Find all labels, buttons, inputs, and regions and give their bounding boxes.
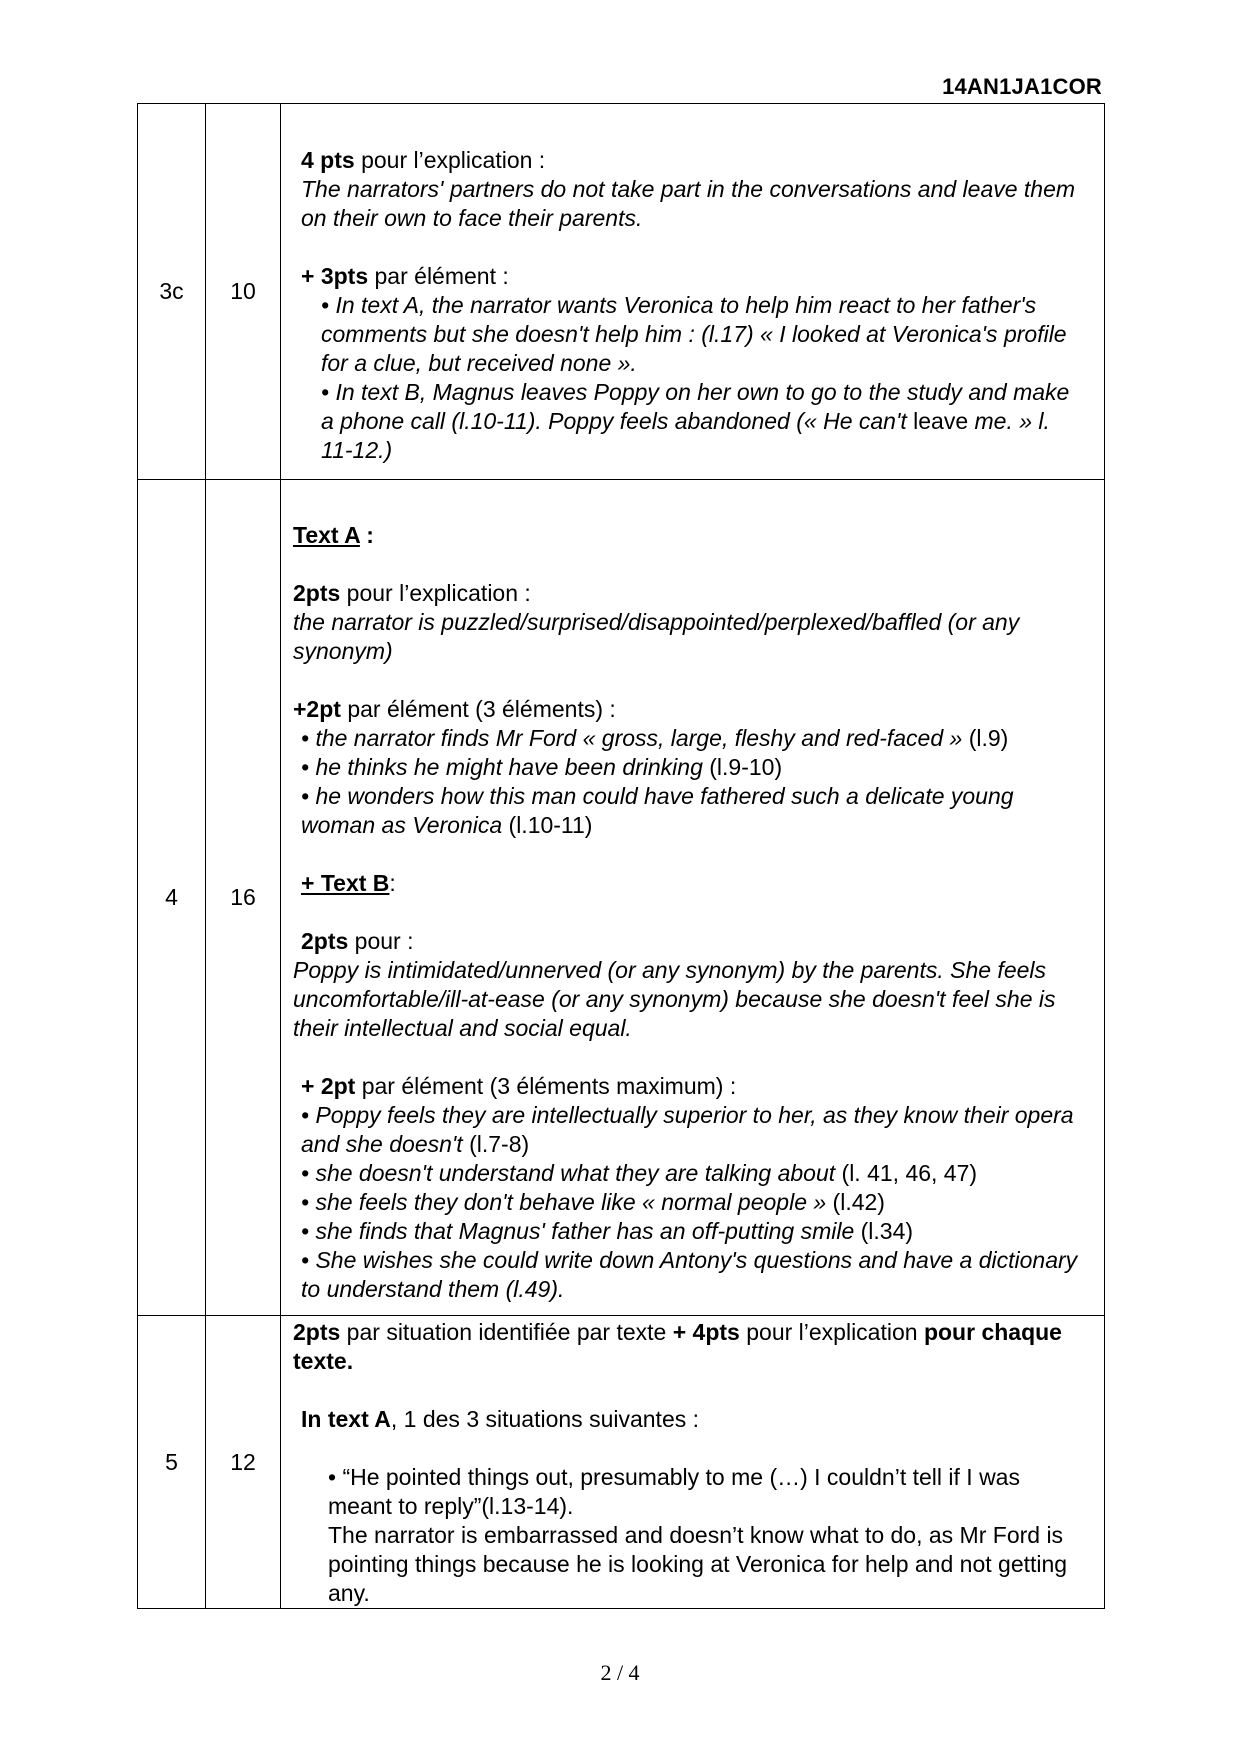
points-label: 4 pts	[301, 147, 355, 173]
points-label: pour chaque texte.	[293, 1319, 1062, 1374]
bullet-text: • In text B, Magnus leaves Poppy on her own to go to the study and make a phone call (l.10-11). Poppy feels abandoned (« He can't	[321, 379, 1070, 434]
list-item	[293, 1188, 1094, 1217]
explanation-text: Poppy is intimidated/unnerved (or any synonym) by the parents. She feels uncomfortable/ill-at-ease (or any synonym) because she doesn't feel she is their intellectual and social equal.	[293, 957, 1056, 1041]
explanation-text: The narrator is embarrassed and doesn’t know what to do, as Mr Ford is pointing things because he is looking at Veronica for help and not getting any.	[328, 1522, 1068, 1606]
list-item	[293, 753, 1094, 782]
points-text: par élément (3 éléments maximum) :	[355, 1073, 737, 1099]
bullet-text-end: me. » l. 11-12.)	[321, 408, 1050, 463]
table-row	[138, 1316, 1105, 1609]
line-reference: (l.42)	[826, 1189, 885, 1215]
points-text: pour l’explication :	[340, 580, 531, 606]
points-label: 2pts	[301, 928, 349, 954]
section-colon: :	[359, 522, 374, 548]
line-reference: (l.9)	[962, 725, 1009, 751]
points-label: + 3pts	[301, 263, 369, 289]
bullet-text-plain: leave	[913, 408, 975, 434]
explanation-text: The narrators' partners do not take part in the conversations and leave them on their own to face their parents.	[301, 176, 1076, 231]
line-reference: (l.7-8)	[462, 1131, 530, 1157]
line-reference: (l.10-11)	[502, 812, 593, 838]
line-reference: (l. 41, 46, 47)	[835, 1160, 978, 1186]
line-reference: (l.9-10)	[702, 754, 783, 780]
explanation-text: the narrator is puzzled/surprised/disappointed/perplexed/baffled (or any synonym)	[293, 609, 1020, 664]
bullet-text: • she finds that Magnus' father has an off-putting smile	[301, 1218, 855, 1244]
points-text: pour :	[348, 928, 414, 954]
points-label: + 4pts	[672, 1319, 740, 1345]
question-number: 5	[138, 1316, 206, 1609]
points-label: 2pts	[293, 1319, 341, 1345]
question-number: 4	[138, 480, 206, 1316]
bullet-text: • she feels they don't behave like « normal people »	[301, 1189, 827, 1215]
document-code: 14AN1JA1COR	[942, 74, 1102, 99]
points-label: +2pt	[293, 696, 341, 722]
list-item	[293, 1159, 1094, 1188]
question-points: 16	[206, 480, 281, 1316]
list-item	[301, 378, 1094, 465]
situation-text: , 1 des 3 situations suivantes :	[390, 1406, 700, 1432]
points-text: pour l’explication :	[354, 147, 546, 173]
list-item	[293, 1101, 1094, 1159]
points-text: par élément (3 éléments) :	[340, 696, 616, 722]
text-label: In text A	[301, 1406, 391, 1432]
points-text: pour l’explication	[739, 1319, 924, 1345]
list-item: • She wishes she could write down Antony's questions and have a dictionary to understand them (l.49).	[301, 1247, 1078, 1302]
section-title-text-a: Text A	[293, 522, 360, 548]
list-item	[293, 724, 1094, 753]
bullet-text: • he wonders how this man could have fathered such a delicate young woman as Veronica	[301, 783, 1014, 838]
answer-cell	[281, 104, 1105, 480]
list-item	[293, 1217, 1094, 1246]
section-colon: :	[389, 870, 396, 896]
bullet-text: • she doesn't understand what they are talking about	[301, 1160, 836, 1186]
table-row	[138, 104, 1105, 480]
list-item: • “He pointed things out, presumably to me (…) I couldn’t tell if I was meant to reply”(l.13-14).	[328, 1464, 1020, 1519]
question-points: 10	[206, 104, 281, 480]
points-label: 2pts	[293, 580, 341, 606]
question-number: 3c	[138, 104, 206, 480]
points-text: par élément :	[368, 263, 509, 289]
table-row	[138, 480, 1105, 1316]
page-number: 2 / 4	[600, 1660, 640, 1685]
answer-cell	[281, 480, 1105, 1316]
answer-cell	[281, 1316, 1105, 1609]
section-title-text-b: + Text B	[301, 870, 390, 896]
points-label: + 2pt	[301, 1073, 356, 1099]
bullet-text: • Poppy feels they are intellectually superior to her, as they know their opera and she doesn't	[301, 1102, 1074, 1157]
list-item: • In text A, the narrator wants Veronica to help him react to her father's comments but she doesn't help him : (l.17) « I looked at Veronica's profile for a clue, but received none ».	[321, 292, 1067, 376]
question-points: 12	[206, 1316, 281, 1609]
bullet-text: • the narrator finds Mr Ford « gross, large, fleshy and red-faced »	[301, 725, 963, 751]
list-item	[293, 782, 1094, 840]
bullet-text: • he thinks he might have been drinking	[301, 754, 703, 780]
correction-table	[137, 103, 1105, 1609]
points-text: par situation identifiée par texte	[340, 1319, 673, 1345]
line-reference: (l.34)	[854, 1218, 914, 1244]
